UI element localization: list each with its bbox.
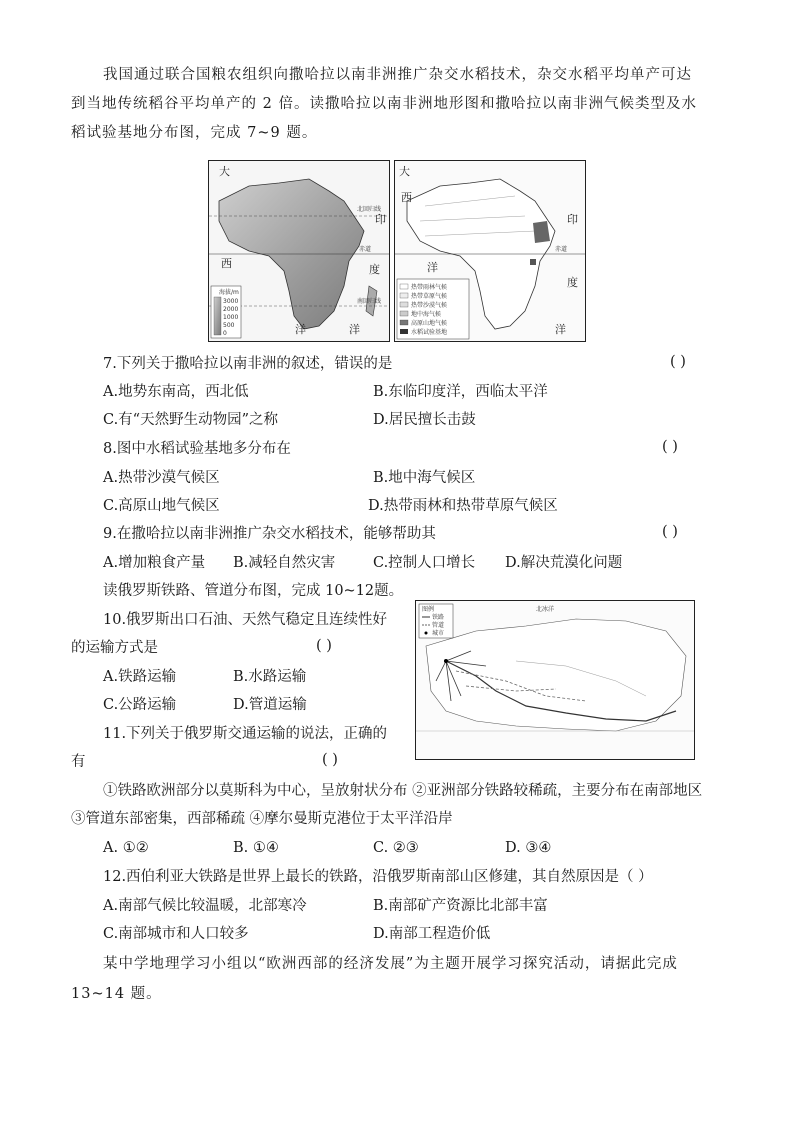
q10-stem-1: 10.俄罗斯出口石油、天然气稳定且连续性好 [103,612,388,628]
russia-rail-pipeline-map [415,600,695,760]
map-right-label-yang: 洋 [427,261,438,274]
svg-text:热带草原气候: 热带草原气候 [411,293,448,300]
africa-terrain-map [208,160,390,342]
svg-text:图例: 图例 [422,606,435,613]
q12-stem: 12.西伯利亚大铁路是世界上最长的铁路，沿俄罗斯南部山区修建，其自然原因是（ ） [103,869,653,885]
q7-answer-paren: ( ) [670,354,686,370]
q11-statements-1: ①铁路欧洲部分以莫斯科为中心，呈放射状分布 ②亚洲部分铁路较稀疏，主要分布在南部地区 [103,783,703,799]
intro-europe-line-2: 13~14 题。 [71,986,162,1002]
map-right-equator: 赤道 [555,246,568,253]
map-left-label-yang: 洋 [295,323,306,336]
q12-option-c: C.南部城市和人口较多 [103,926,249,942]
q9-option-a: A.增加粮食产量 [103,555,206,571]
q7-option-c: C.有“天然野生动物园”之称 [103,412,279,428]
q10-option-d: D.管道运输 [233,697,307,713]
q10-stem-2: 的运输方式是 [71,640,158,656]
svg-text:地中海气候: 地中海气候 [411,311,442,318]
q7-option-d: D.居民擅长击鼓 [373,412,476,428]
q12-option-d: D.南部工程造价低 [373,926,491,942]
svg-text:500: 500 [223,322,235,329]
q8-option-c: C.高原山地气候区 [103,498,220,514]
map-right-label-xi: 西 [401,191,412,204]
q9-stem: 9.在撒哈拉以南非洲推广杂交水稻技术，能够帮助其 [103,526,436,542]
q10-option-b: B.水路运输 [233,669,307,685]
svg-text:管道: 管道 [432,622,445,629]
svg-text:水稻试验基地: 水稻试验基地 [411,329,448,336]
q11-statements-2: ③管道东部密集，西部稀疏 ④摩尔曼斯克港位于太平洋沿岸 [71,811,453,827]
map-right-label-du: 度 [567,276,578,289]
q8-stem: 8.图中水稻试验基地多分布在 [103,441,291,457]
intro-line-2: 到当地传统稻谷平均单产的 2 倍。读撒哈拉以南非洲地形图和撒哈拉以南非洲气候类型及水 [71,96,697,112]
svg-text:0: 0 [223,330,227,337]
q9-answer-paren: ( ) [662,524,678,540]
q9-option-b: B.减轻自然灾害 [233,555,336,571]
map-left-label-xi: 西 [221,257,232,270]
map-left-equator: 赤道 [359,246,372,253]
q10-option-c: C.公路运输 [103,697,177,713]
q7-stem: 7.下列关于撒哈拉以南非洲的叙述，错误的是 [103,356,393,372]
svg-text:热带雨林气候: 热带雨林气候 [411,284,448,291]
q9-option-d: D.解决荒漠化问题 [505,555,623,571]
map-right-label-yang2: 洋 [555,323,566,336]
map-left-tropic-n: 北回归线 [357,206,382,213]
q10-option-a: A.铁路运输 [103,669,177,685]
q11-option-d: D. ③④ [505,840,552,856]
q7-option-a: A.地势东南高，西北低 [103,384,249,400]
intro-russia: 读俄罗斯铁路、管道分布图，完成 10~12题。 [103,583,404,599]
q10-answer-paren: ( ) [316,638,332,654]
q11-answer-paren: ( ) [322,752,338,768]
q7-option-b: B.东临印度洋，西临太平洋 [373,384,548,400]
map-right-label-yin: 印 [567,213,578,226]
svg-text:高原山地气候: 高原山地气候 [411,320,448,327]
q8-answer-paren: ( ) [662,439,678,455]
svg-text:热带沙漠气候: 热带沙漠气候 [411,302,448,309]
q12-option-a: A.南部气候比较温暖，北部寒冷 [103,898,307,914]
svg-text:1000: 1000 [223,314,239,321]
map-right-label-da: 大 [399,165,410,178]
map-left-label-du: 度 [369,263,380,276]
q8-option-d: D.热带雨林和热带草原气候区 [368,498,558,514]
svg-text:2000: 2000 [223,306,239,313]
map-left-label-yin: 印 [375,213,386,226]
q12-option-b: B.南部矿产资源比北部丰富 [373,898,548,914]
q8-option-a: A.热带沙漠气候区 [103,470,220,486]
q9-option-c: C.控制人口增长 [373,555,476,571]
q11-stem-2: 有 [71,754,86,770]
q11-option-b: B. ①④ [233,840,279,856]
q11-option-c: C. ②③ [373,840,419,856]
africa-climate-map [394,160,586,342]
intro-europe-line-1: 某中学地理学习小组以“欧洲西部的经济发展”为主题开展学习探究活动，请据此完成 [103,956,678,972]
intro-line-1: 我国通过联合国粮农组织向撒哈拉以南非洲推广杂交水稻技术，杂交水稻平均单产可达 [103,67,692,83]
map-left-label-yang2: 洋 [349,323,360,336]
q11-stem-1: 11.下列关于俄罗斯交通运输的说法，正确的 [103,726,388,742]
q8-option-b: B.地中海气候区 [373,470,476,486]
map-left-label-da: 大 [219,165,230,178]
svg-text:3000: 3000 [223,298,239,305]
intro-line-3: 稻试验基地分布图，完成 7~9 题。 [71,125,318,141]
russia-map-top-label: 北冰洋 [536,606,555,613]
svg-text:铁路: 铁路 [432,614,445,621]
map-left-tropic-s: 南回归线 [357,298,382,305]
q11-option-a: A. ①② [103,840,149,856]
svg-text:城市: 城市 [432,630,445,637]
map-left-legend-title: 海拔/m [219,289,239,296]
